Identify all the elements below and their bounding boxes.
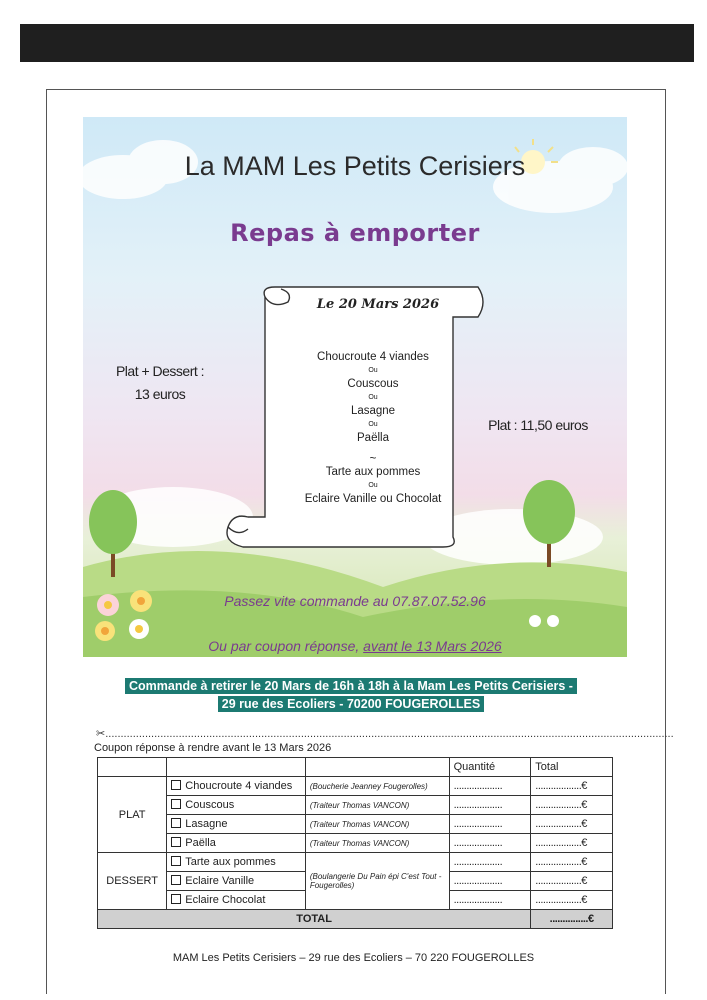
item-checkbox[interactable]: Lasagne (167, 815, 306, 834)
table-row (98, 777, 613, 796)
total-label: TOTAL (98, 910, 531, 929)
menu-plat-4: Paëlla (357, 432, 389, 444)
menu-plat-3: Lasagne (350, 405, 396, 417)
total-field[interactable]: ..................€ (531, 796, 613, 815)
supplier: (Boucherie Jeanney Fougerolles) (305, 777, 449, 796)
menu-or: Ou (368, 367, 378, 374)
checkbox-icon[interactable] (171, 780, 181, 790)
quantity-field[interactable]: ................... (449, 815, 531, 834)
quantity-field[interactable]: ................... (449, 796, 531, 815)
top-black-bar (20, 24, 694, 62)
coupon-deadline-line (83, 638, 627, 654)
header-quantity: Quantité (449, 758, 531, 777)
menu-dessert-2: Eclaire Vanille ou Chocolat (304, 493, 442, 505)
price-plat: Plat : 11,50 euros (488, 417, 588, 433)
total-field[interactable]: ..................€ (531, 872, 613, 891)
total-field[interactable]: ..................€ (531, 834, 613, 853)
order-phone: Passez vite commande au 07.87.07.52.96 (224, 593, 486, 609)
grand-total-field[interactable]: ...............€ (531, 910, 613, 929)
menu-or: Ou (368, 394, 378, 401)
price-combo-label: Plat + Dessert : (115, 363, 205, 379)
quantity-field[interactable]: ................... (449, 834, 531, 853)
table-row (98, 834, 613, 853)
category-dessert: DESSERT (98, 853, 167, 910)
checkbox-icon[interactable] (171, 837, 181, 847)
total-row (98, 910, 613, 929)
item-checkbox[interactable]: Couscous (167, 796, 306, 815)
poster (83, 117, 627, 657)
total-field[interactable]: ..................€ (531, 891, 613, 910)
poster-subtitle: Repas à emporter (230, 219, 480, 247)
coupon-prefix: Ou par coupon réponse, (208, 638, 364, 654)
quantity-field[interactable]: ................... (449, 872, 531, 891)
table-header-row (98, 758, 613, 777)
menu-separator: ~ (369, 453, 377, 465)
menu-list (263, 351, 483, 506)
table-row (98, 815, 613, 834)
item-checkbox[interactable]: Tarte aux pommes (167, 853, 306, 872)
quantity-field[interactable]: ................... (449, 891, 531, 910)
item-checkbox[interactable]: Eclaire Chocolat (167, 891, 306, 910)
menu-plat-2: Couscous (347, 378, 399, 390)
menu-plat-1: Choucroute 4 viandes (317, 351, 429, 363)
cut-line (96, 727, 674, 740)
cut-dots: .......................................................................................................................................................................................... (105, 728, 674, 740)
menu-dessert-1: Tarte aux pommes (325, 466, 421, 478)
item-checkbox[interactable]: Paëlla (167, 834, 306, 853)
pickup-banner-line2: 29 rue des Ecoliers - 70200 FOUGEROLLES (218, 696, 484, 712)
price-combo (105, 360, 215, 406)
coupon-note: Coupon réponse à rendre avant le 13 Mars 2026 (94, 742, 332, 754)
total-field[interactable]: ..................€ (531, 815, 613, 834)
supplier: (Traiteur Thomas VANCON) (305, 834, 449, 853)
event-date: Le 20 Mars 2026 (316, 297, 440, 312)
table-row (98, 796, 613, 815)
item-checkbox[interactable]: Eclaire Vanille (167, 872, 306, 891)
checkbox-icon[interactable] (171, 894, 181, 904)
quantity-field[interactable]: ................... (449, 777, 531, 796)
checkbox-icon[interactable] (171, 818, 181, 828)
total-field[interactable]: ..................€ (531, 777, 613, 796)
item-checkbox[interactable]: Choucroute 4 viandes (167, 777, 306, 796)
checkbox-icon[interactable] (171, 856, 181, 866)
order-table (97, 757, 613, 929)
poster-title: La MAM Les Petits Cerisiers (184, 151, 526, 181)
pickup-banner-line1: Commande à retirer le 20 Mars de 16h à 18h à la Mam Les Petits Cerisiers - (125, 678, 577, 694)
category-plat: PLAT (98, 777, 167, 853)
checkbox-icon[interactable] (171, 799, 181, 809)
price-combo-value: 13 euros (134, 386, 186, 402)
coupon-deadline: avant le 13 Mars 2026 (363, 638, 502, 654)
quantity-field[interactable]: ................... (449, 853, 531, 872)
footer-address: MAM Les Petits Cerisiers – 29 rue des Ecoliers – 70 220 FOUGEROLLES (172, 952, 535, 964)
total-field[interactable]: ..................€ (531, 853, 613, 872)
menu-or: Ou (368, 482, 378, 489)
supplier: (Boulangerie Du Pain épi C'est Tout - Fougerolles) (305, 853, 449, 910)
pickup-banner (112, 677, 590, 713)
header-total: Total (531, 758, 613, 777)
scissors-icon: ✂ (96, 728, 106, 740)
supplier: (Traiteur Thomas VANCON) (305, 796, 449, 815)
checkbox-icon[interactable] (171, 875, 181, 885)
menu-or: Ou (368, 421, 378, 428)
table-row (98, 853, 613, 872)
supplier: (Traiteur Thomas VANCON) (305, 815, 449, 834)
